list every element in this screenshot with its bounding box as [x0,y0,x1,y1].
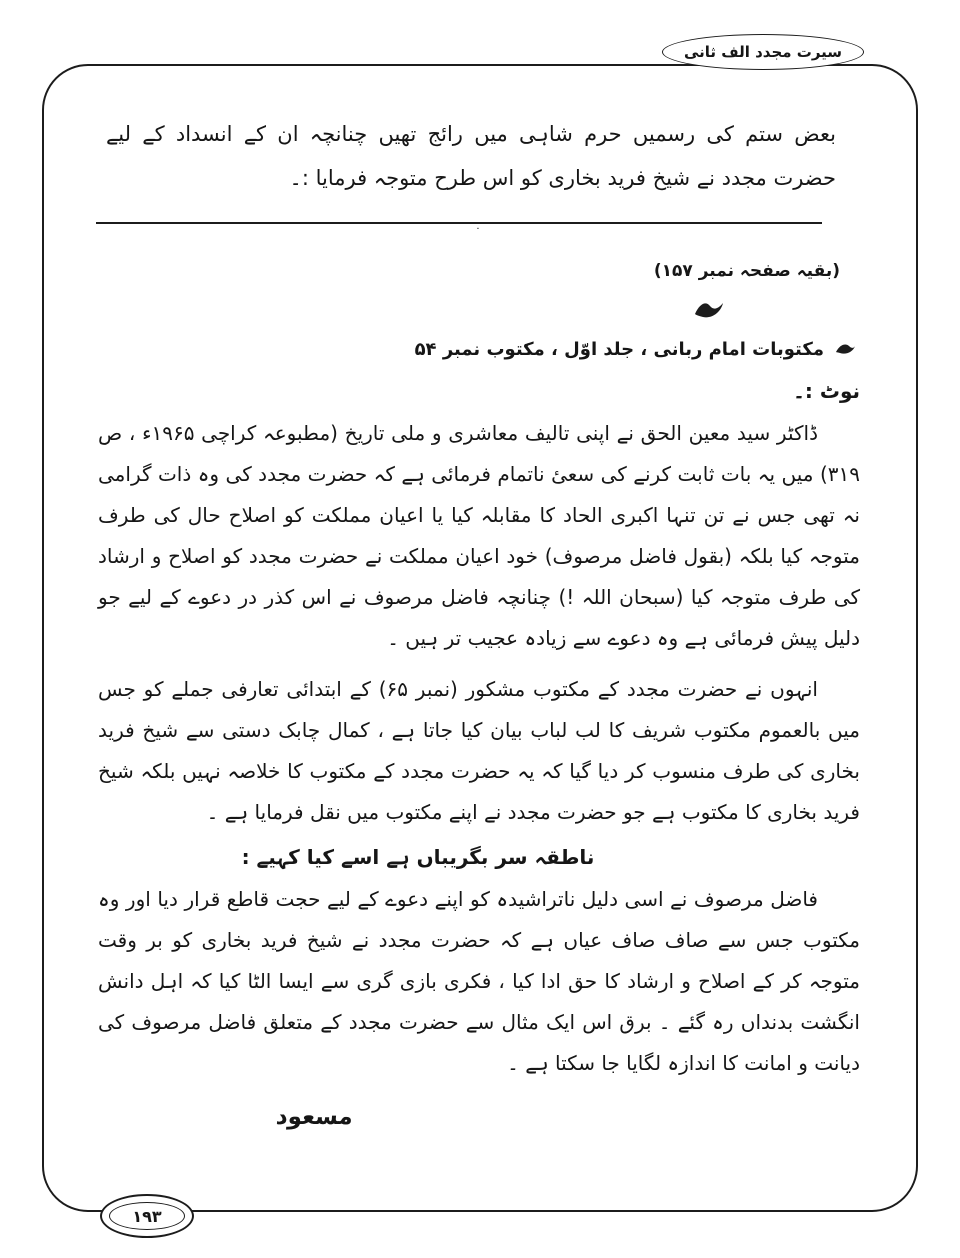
ornament-line [94,299,862,325]
book-title-cartouche [662,34,864,70]
note-paragraph-2: انہوں نے حضرت مجدد کے مکتوب مشکور (نمبر ۶۵) کے ابتدائی تعارفی جملے کو جس میں بالعموم مکتوب شریف کا لب لباب بیان کیا جاتا ہے ، کمال چابک دستی سے شیخ فرید بخاری کی طرف منسوب کر دیا گیا کہ یہ حضرت مجدد کے مکتوب کا خلاصہ نہیں بلکہ شیخ فرید بخاری کا مکتوب ہے جو حضرت مجدد نے اپنے مکتوب میں نقل فرمایا ہے ۔ [98,676,860,824]
continuation-note: (بقیہ صفحہ نمبر ۱۵۷) [653,261,840,282]
signature: مسعود [275,1103,354,1130]
page-number-inner [109,1202,185,1230]
note-label: نوٹ :۔ [793,378,860,403]
calligraphic-dash-icon [834,340,856,361]
reference-text: مکتوبات امام ربانی ، جلد اوّل ، مکتوب نمبر ۵۴ [414,339,824,361]
page-number-cartouche [100,1194,194,1238]
reference-line [94,339,856,361]
page-frame [42,64,918,1212]
note-paragraph-3: فاضل مرصوف نے اسی دلیل ناتراشیدہ کو اپنے دعوے کے لیے حجت قاطع قرار دیا اور وہ مکتوب جس سے صاف صاف عیاں ہے کہ حضرت مجدد نے شیخ فرید بخاری کو بر وقت متوجہ کر کے اصلاح و ارشاد کا حق ادا کیا ، فکری بازی گری سے ایسا الٹا کیا کہ اہل دانش انگشت بدنداں رہ گئے ۔ برق اس ایک مثال سے حضرت مجدد کے متعلق فاضل مرصوف کی دیانت و امانت کا اندازہ لگایا جا سکتا ہے ۔ [98,886,860,1075]
calligraphic-flourish-icon [692,306,726,325]
note-paragraph-1: ڈاکٹر سید معین الحق نے اپنی تالیف معاشری و ملی تاریخ (مطبوعہ کراچی ۱۹۶۵ء ، ص ۳۱۹) میں یہ بات ثابت کرنے کی سعیٔ ناتمام فرمائی ہے کہ حضرت مجدد کی وہ ذات گرامی نہ تھی جس نے تن تنہا اکبری الحاد کا مقابلہ کیا یا اعیان مملکت کو اصلاح حال کی طرف متوجہ کیا بلکہ (بقول فاضل مرصوف) خود اعیان مملکت نے حضرت مجدد کو اصلاح و ارشاد کی طرف متوجہ کیا (سبحان اللہ !) چنانچہ فاضل مرصوف نے اس کذر در دعوے کے لیے جو دلیل پیش فرمائی ہے وہ دعوے سے زیادہ عجیب تر ہیں ۔ [98,420,860,650]
section-divider [96,222,822,224]
divider-dot: · [476,224,480,236]
book-title: سیرت مجدد الف ثانی [683,43,843,61]
intro-paragraph: بعض ستم کی رسمیں حرم شاہی میں رائج تھیں چنانچہ ان کے انسداد کے لیے حضرت مجدد نے شیخ فرید بخاری کو اس طرح متوجہ فرمایا :۔ [106,122,836,191]
verse-line: ناطقہ سر بگریباں ہے اسے کیا کہیے : [241,844,595,869]
page-number: ۱۹۳ [132,1206,162,1226]
